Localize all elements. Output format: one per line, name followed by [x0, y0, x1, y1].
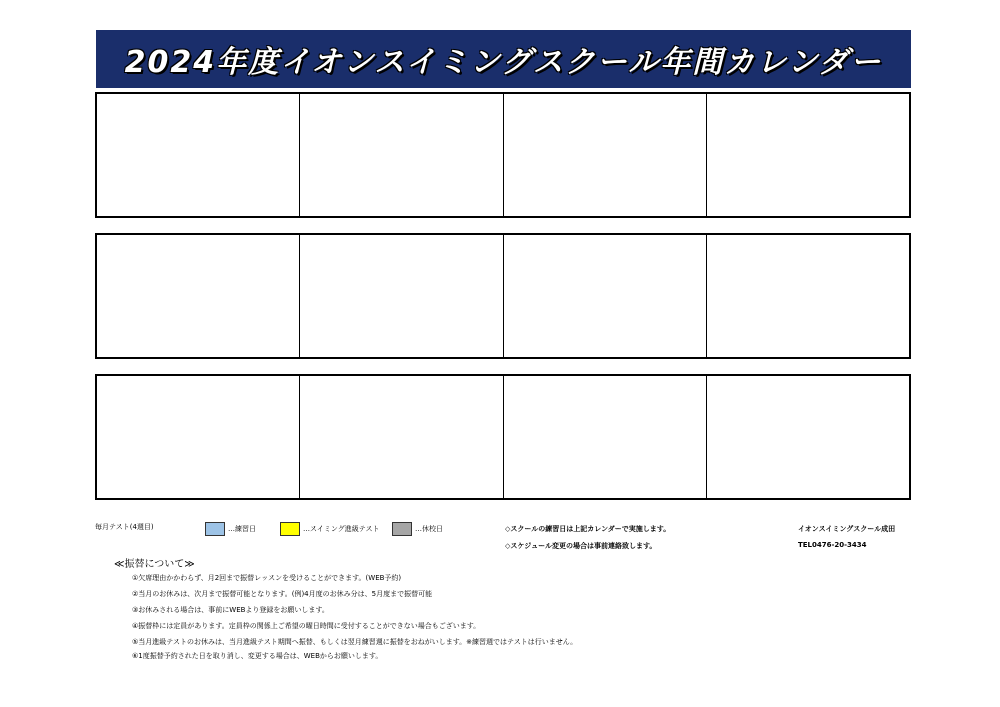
month-panel [504, 376, 707, 498]
month-panel [300, 235, 503, 357]
school-name: イオンスイミングスクール成田 [798, 525, 896, 533]
legend-monthly-test-label: 毎月テスト(4週目) [95, 523, 154, 531]
month-panel [707, 235, 909, 357]
month-panel [97, 94, 300, 216]
furikae-rule: ③お休みされる場合は、事前にWEBより登録をお願いします。 [132, 606, 329, 614]
title-banner [96, 30, 911, 88]
month-panel [300, 376, 503, 498]
legend-test-label: …スイミング進級テスト [303, 525, 380, 533]
legend-monthly-test [95, 522, 154, 532]
legend-closed [392, 522, 443, 536]
furikae-rule: ⑤当月進級テストのお休みは、当月進級テスト期間へ振替、もしくは翌月練習週に振替をおねがいします。※練習週ではテストは行いません。 [132, 638, 578, 646]
month-row-1 [95, 92, 911, 218]
month-row-2 [95, 233, 911, 359]
note-schedule-change: ◇スケジュール変更の場合は事前連絡致します。 [505, 542, 657, 550]
furikae-rule: ④振替枠には定員があります。定員枠の関係上ご希望の曜日時間に受付することができない場合もございます。 [132, 622, 481, 630]
month-panel [707, 376, 909, 498]
month-panel [97, 235, 300, 357]
furikae-title: ≪振替について≫ [114, 559, 195, 570]
furikae-rule: ⑥1度振替予約された日を取り消し、変更する場合は、WEBからお願いします。 [132, 652, 383, 660]
month-panel [504, 94, 707, 216]
practice-swatch [205, 522, 225, 536]
school-tel: TEL0476-20-3434 [798, 541, 867, 549]
month-panel [707, 94, 909, 216]
legend-practice-label: …練習日 [228, 525, 256, 533]
month-panel [300, 94, 503, 216]
furikae-rule: ①欠席理由かかわらず、月2回まで振替レッスンを受けることができます。(WEB予約) [132, 574, 402, 582]
page-title: 2024年度イオンスイミングスクール年間カレンダー [124, 45, 883, 80]
test-swatch [280, 522, 300, 536]
month-panel [504, 235, 707, 357]
furikae-rule: ②当月のお休みは、次月まで振替可能となります。(例)4月度のお休み分は、5月度まで振替可能 [132, 590, 433, 598]
legend-practice [205, 522, 256, 536]
legend-closed-label: …休校日 [415, 525, 443, 533]
month-row-3 [95, 374, 911, 500]
closed-swatch [392, 522, 412, 536]
note-practice-days: ◇スクールの練習日は上記カレンダーで実施します。 [505, 525, 671, 533]
legend-test [280, 522, 379, 536]
month-panel [97, 376, 300, 498]
